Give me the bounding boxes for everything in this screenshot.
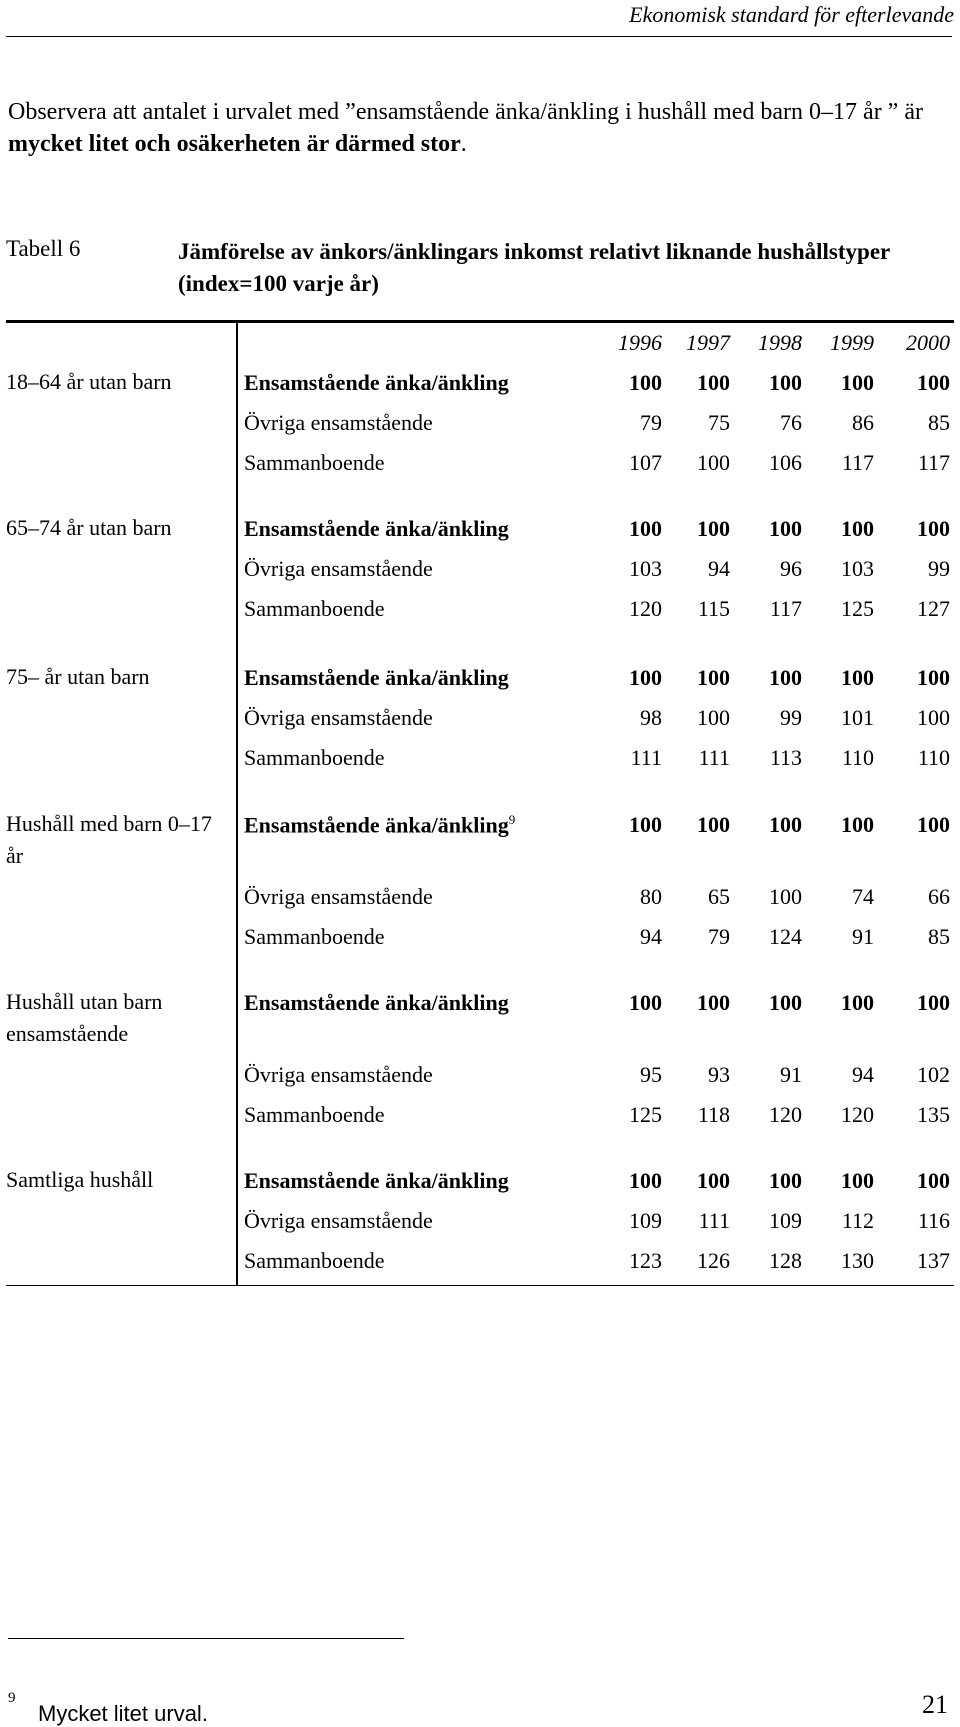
household-label-text: Övriga ensamstående (244, 705, 433, 730)
value-cell: 100 (769, 1168, 802, 1193)
household-label-text: Sammanboende (244, 596, 385, 621)
household-label-text: Övriga ensamstående (244, 1208, 433, 1233)
value-cell: 100 (841, 812, 874, 837)
value-cell: 95 (640, 1062, 662, 1087)
table-top-rule (6, 320, 954, 323)
value-cell: 99 (928, 556, 950, 581)
value-cell: 79 (708, 924, 730, 949)
value-cell: 117 (841, 450, 874, 475)
value-cell: 117 (769, 596, 802, 621)
value-cell: 100 (697, 370, 730, 395)
household-label (244, 1208, 433, 1234)
value-cell: 100 (629, 370, 662, 395)
value-cell: 100 (629, 516, 662, 541)
value-cell: 76 (780, 410, 802, 435)
intro-bold-text: mycket litet och osäkerheten är därmed stor (8, 131, 461, 157)
household-label (244, 1102, 385, 1128)
household-label (244, 370, 509, 396)
value-cell: 117 (917, 450, 950, 475)
value-cell: 93 (708, 1062, 730, 1087)
value-cell: 100 (629, 990, 662, 1015)
value-cell: 100 (697, 450, 730, 475)
value-cell: 96 (780, 556, 802, 581)
value-cell: 128 (769, 1248, 802, 1273)
intro-text: Observera att antalet i urvalet med ”ensamstående änka/änkling i hushåll med barn 0–17 år ” är (8, 99, 923, 125)
value-cell: 86 (852, 410, 874, 435)
household-label (244, 665, 509, 691)
value-cell: 109 (769, 1208, 802, 1233)
value-cell: 124 (769, 924, 802, 949)
value-cell: 91 (780, 1062, 802, 1087)
value-cell: 99 (780, 705, 802, 730)
household-label-text: Sammanboende (244, 1248, 385, 1273)
value-cell: 109 (629, 1208, 662, 1233)
household-label-text: Ensamstående änka/änkling (244, 370, 509, 395)
household-label-text: Övriga ensamstående (244, 410, 433, 435)
table-bottom-rule (6, 1285, 954, 1286)
value-cell: 100 (629, 812, 662, 837)
value-cell: 100 (917, 812, 950, 837)
household-label (244, 924, 385, 950)
value-cell: 130 (841, 1248, 874, 1273)
value-cell: 100 (769, 990, 802, 1015)
value-cell: 75 (708, 410, 730, 435)
value-cell: 113 (769, 745, 802, 770)
value-cell: 103 (629, 556, 662, 581)
value-cell: 127 (917, 596, 950, 621)
household-label-text: Ensamstående änka/änkling (244, 1168, 509, 1193)
value-cell: 116 (917, 1208, 950, 1233)
household-label (244, 1248, 385, 1274)
value-cell: 100 (917, 516, 950, 541)
value-cell: 102 (917, 1062, 950, 1087)
footnote-marker: 9 (508, 812, 516, 827)
household-label-text: Sammanboende (244, 450, 385, 475)
value-cell: 100 (841, 370, 874, 395)
value-cell: 110 (917, 745, 950, 770)
value-cell: 120 (769, 1102, 802, 1127)
value-cell: 101 (841, 705, 874, 730)
household-label-text: Övriga ensamstående (244, 556, 433, 581)
value-cell: 100 (697, 705, 730, 730)
household-label-text: Sammanboende (244, 924, 385, 949)
running-header: Ekonomisk standard för efterlevande (629, 2, 954, 27)
household-label-text: Övriga ensamstående (244, 884, 433, 909)
value-cell: 100 (769, 516, 802, 541)
household-label-text: Ensamstående änka/änkling (244, 990, 509, 1015)
year-header: 1999 (830, 330, 874, 355)
group-label: Samtliga hushåll (6, 1167, 154, 1192)
group-label: 75– år utan barn (6, 664, 150, 689)
value-cell: 100 (841, 990, 874, 1015)
value-cell: 103 (841, 556, 874, 581)
household-label (244, 596, 385, 622)
value-cell: 112 (841, 1208, 874, 1233)
table-vertical-rule (236, 323, 238, 1285)
group-label: 18–64 år utan barn (6, 369, 172, 394)
value-cell: 100 (629, 1168, 662, 1193)
value-cell: 94 (708, 556, 730, 581)
table-label: Tabell 6 (6, 236, 81, 261)
value-cell: 66 (928, 884, 950, 909)
value-cell: 118 (697, 1102, 730, 1127)
year-header: 1998 (758, 330, 802, 355)
value-cell: 137 (917, 1248, 950, 1273)
value-cell: 100 (769, 665, 802, 690)
value-cell: 94 (640, 924, 662, 949)
household-label (244, 410, 433, 436)
household-label (244, 884, 433, 910)
household-label (244, 1168, 509, 1194)
value-cell: 94 (852, 1062, 874, 1087)
year-header: 1997 (686, 330, 730, 355)
value-cell: 100 (697, 516, 730, 541)
value-cell: 123 (629, 1248, 662, 1273)
value-cell: 100 (917, 665, 950, 690)
household-label (244, 990, 509, 1016)
value-cell: 110 (841, 745, 874, 770)
footnote-number: 9 (8, 1690, 16, 1706)
intro-paragraph (8, 96, 948, 160)
header-rule (6, 36, 952, 37)
page-number: 21 (922, 1690, 948, 1719)
household-label-text: Ensamstående änka/änkling (244, 665, 509, 690)
value-cell: 100 (769, 370, 802, 395)
group-label: Hushåll med barn 0–17 år (6, 811, 212, 868)
value-cell: 80 (640, 884, 662, 909)
value-cell: 100 (769, 884, 802, 909)
group-label: 65–74 år utan barn (6, 515, 172, 540)
household-label (244, 812, 515, 838)
household-label-text: Ensamstående änka/änkling (244, 516, 509, 541)
household-label (244, 450, 385, 476)
value-cell: 79 (640, 410, 662, 435)
value-cell: 100 (697, 1168, 730, 1193)
household-label (244, 745, 385, 771)
value-cell: 100 (841, 516, 874, 541)
value-cell: 125 (629, 1102, 662, 1127)
year-header: 2000 (906, 330, 950, 355)
value-cell: 126 (697, 1248, 730, 1273)
value-cell: 107 (629, 450, 662, 475)
value-cell: 100 (841, 1168, 874, 1193)
value-cell: 65 (708, 884, 730, 909)
value-cell: 111 (698, 1208, 730, 1233)
value-cell: 100 (841, 665, 874, 690)
value-cell: 100 (917, 1168, 950, 1193)
household-label (244, 1062, 433, 1088)
value-cell: 100 (697, 812, 730, 837)
value-cell: 74 (852, 884, 874, 909)
value-cell: 115 (697, 596, 730, 621)
household-label-text: Sammanboende (244, 745, 385, 770)
table-title: Jämförelse av änkors/änklingars inkomst relativt liknande hushållstyper (index=100 varje år) (178, 239, 890, 296)
household-label-text: Ensamstående änka/änkling (244, 812, 509, 838)
value-cell: 120 (841, 1102, 874, 1127)
value-cell: 100 (917, 370, 950, 395)
value-cell: 100 (917, 990, 950, 1015)
value-cell: 111 (630, 745, 662, 770)
value-cell: 100 (769, 812, 802, 837)
value-cell: 120 (629, 596, 662, 621)
value-cell: 106 (769, 450, 802, 475)
footnote-rule (8, 1638, 404, 1639)
household-label (244, 516, 509, 542)
household-label (244, 556, 433, 582)
household-label-text: Sammanboende (244, 1102, 385, 1127)
household-label (244, 705, 433, 731)
value-cell: 100 (697, 990, 730, 1015)
year-header: 1996 (618, 330, 662, 355)
value-cell: 125 (841, 596, 874, 621)
value-cell: 85 (928, 924, 950, 949)
value-cell: 135 (917, 1102, 950, 1127)
value-cell: 98 (640, 705, 662, 730)
household-label-text: Övriga ensamstående (244, 1062, 433, 1087)
group-label: Hushåll utan barn ensamstående (6, 989, 163, 1046)
intro-end: . (460, 131, 467, 157)
value-cell: 111 (698, 745, 730, 770)
value-cell: 91 (852, 924, 874, 949)
value-cell: 100 (629, 665, 662, 690)
footnote-text: Mycket litet urval. (38, 1701, 208, 1726)
value-cell: 85 (928, 410, 950, 435)
value-cell: 100 (697, 665, 730, 690)
value-cell: 100 (917, 705, 950, 730)
